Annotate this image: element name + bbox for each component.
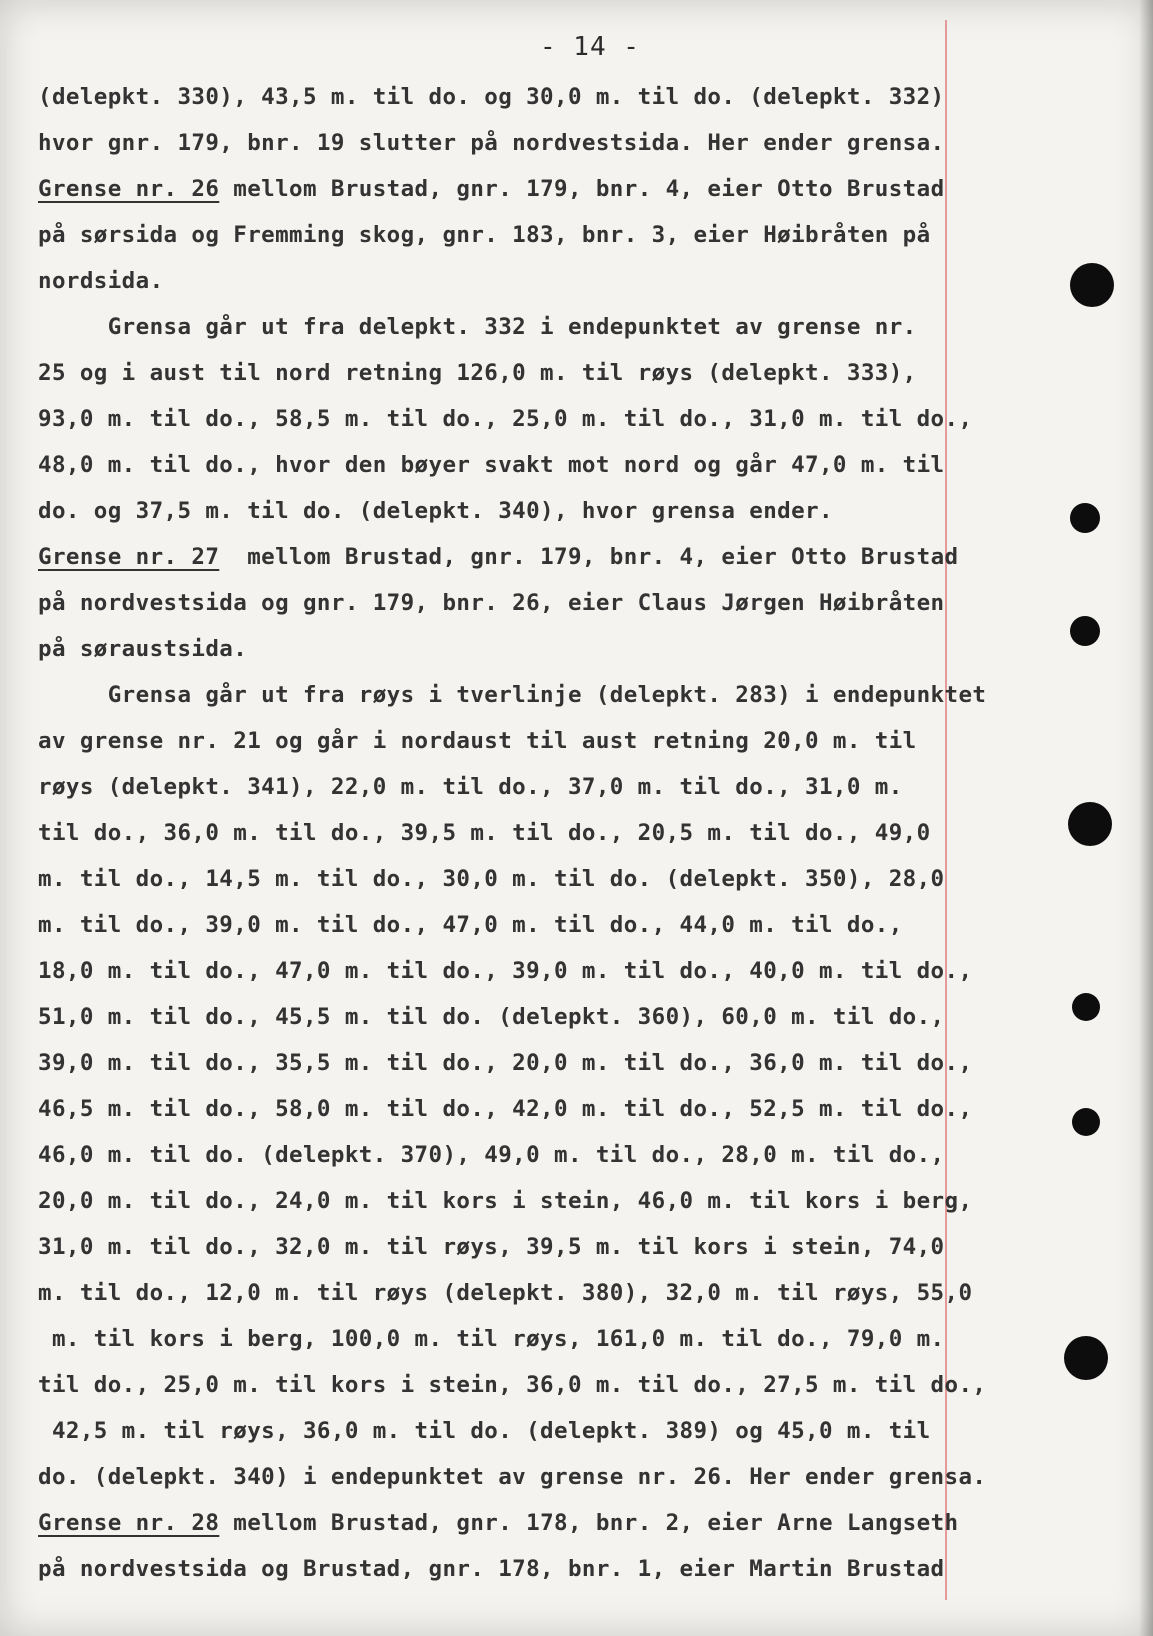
text-segment: 42,5 m. til røys, 36,0 m. til do. (delepkt. 389) og 45,0 m. til xyxy=(38,1418,931,1444)
text-segment: nordsida. xyxy=(38,268,164,294)
text-line xyxy=(38,1086,973,1132)
punch-hole-6 xyxy=(1072,1108,1100,1136)
section-heading: Grense nr. 28 xyxy=(38,1510,220,1536)
text-segment: 31,0 m. til do., 32,0 m. til røys, 39,5 m. til kors i stein, 74,0 xyxy=(38,1234,945,1260)
text-line xyxy=(38,442,958,488)
section-heading: Grense nr. 27 xyxy=(38,544,220,570)
text-line xyxy=(38,212,958,258)
text-segment: mellom Brustad, gnr. 178, bnr. 2, eier Arne Langseth xyxy=(219,1510,959,1536)
text-segment: m. til do., 39,0 m. til do., 47,0 m. til do., 44,0 m. til do., xyxy=(38,912,903,938)
text-line xyxy=(38,488,958,534)
text-line xyxy=(38,1224,958,1270)
text-line xyxy=(38,1040,973,1086)
text-segment: 18,0 m. til do., 47,0 m. til do., 39,0 m. til do., 40,0 m. til do., xyxy=(38,958,973,984)
punch-hole-4 xyxy=(1068,802,1112,846)
text-segment: do. (delepkt. 340) i endepunktet av grense nr. 26. Her ender grensa. xyxy=(38,1464,987,1490)
text-segment: 48,0 m. til do., hvor den bøyer svakt mot nord og går 47,0 m. til xyxy=(38,452,945,478)
text-segment: Grensa går ut fra delepkt. 332 i endepunktet av grense nr. xyxy=(38,314,917,340)
text-line xyxy=(38,166,958,212)
text-segment: 93,0 m. til do., 58,5 m. til do., 25,0 m. til do., 31,0 m. til do., xyxy=(38,406,973,432)
text-line xyxy=(38,1546,958,1592)
text-line xyxy=(38,1500,958,1546)
document-body-text xyxy=(38,74,987,1592)
text-segment: hvor gnr. 179, bnr. 19 slutter på nordvestsida. Her ender grensa. xyxy=(38,130,945,156)
text-line xyxy=(38,350,958,396)
punch-hole-1 xyxy=(1070,263,1114,307)
text-line xyxy=(38,948,973,994)
punch-hole-3 xyxy=(1070,616,1100,646)
text-line xyxy=(38,1178,973,1224)
text-segment: m. til do., 14,5 m. til do., 30,0 m. til do. (delepkt. 350), 28,0 xyxy=(38,866,945,892)
text-segment: på nordvestsida og gnr. 179, bnr. 26, eier Claus Jørgen Høibråten xyxy=(38,590,945,616)
text-line xyxy=(38,994,958,1040)
text-line xyxy=(38,856,958,902)
text-line xyxy=(38,1132,958,1178)
text-line xyxy=(38,74,958,120)
text-segment: m. til do., 12,0 m. til røys (delepkt. 380), 32,0 m. til røys, 55,0 xyxy=(38,1280,973,1306)
text-line xyxy=(38,1316,958,1362)
text-segment: 46,0 m. til do. (delepkt. 370), 49,0 m. til do., 28,0 m. til do., xyxy=(38,1142,945,1168)
text-line xyxy=(38,626,958,672)
text-line xyxy=(38,1408,958,1454)
text-segment: til do., 25,0 m. til kors i stein, 36,0 m. til do., 27,5 m. til do., xyxy=(38,1372,987,1398)
text-line xyxy=(38,304,958,350)
punch-hole-7 xyxy=(1064,1336,1108,1380)
punch-hole-2 xyxy=(1070,503,1100,533)
text-line xyxy=(38,764,958,810)
text-segment: på søraustsida. xyxy=(38,636,248,662)
text-segment: til do., 36,0 m. til do., 39,5 m. til do., 20,5 m. til do., 49,0 xyxy=(38,820,931,846)
text-line xyxy=(38,1362,987,1408)
text-segment: på nordvestsida og Brustad, gnr. 178, bnr. 1, eier Martin Brustad xyxy=(38,1556,945,1582)
page-number: - 14 - xyxy=(540,32,640,62)
text-line xyxy=(38,580,958,626)
text-line xyxy=(38,396,973,442)
text-line xyxy=(38,120,958,166)
text-segment: 46,5 m. til do., 58,0 m. til do., 42,0 m. til do., 52,5 m. til do., xyxy=(38,1096,973,1122)
punch-hole-5 xyxy=(1072,993,1100,1021)
text-line xyxy=(38,1454,987,1500)
text-line xyxy=(38,718,958,764)
text-segment: do. og 37,5 m. til do. (delepkt. 340), hvor grensa ender. xyxy=(38,498,833,524)
text-segment: mellom Brustad, gnr. 179, bnr. 4, eier Otto Brustad xyxy=(219,544,959,570)
text-segment: 20,0 m. til do., 24,0 m. til kors i stein, 46,0 m. til kors i berg, xyxy=(38,1188,973,1214)
text-segment: m. til kors i berg, 100,0 m. til røys, 161,0 m. til do., 79,0 m. xyxy=(38,1326,945,1352)
text-line xyxy=(38,534,958,580)
text-segment: 25 og i aust til nord retning 126,0 m. til røys (delepkt. 333), xyxy=(38,360,917,386)
text-line xyxy=(38,810,958,856)
text-segment: Grensa går ut fra røys i tverlinje (delepkt. 283) i endepunktet xyxy=(38,682,987,708)
text-segment: 39,0 m. til do., 35,5 m. til do., 20,0 m. til do., 36,0 m. til do., xyxy=(38,1050,973,1076)
section-heading: Grense nr. 26 xyxy=(38,176,220,202)
text-line xyxy=(38,902,958,948)
text-line xyxy=(38,258,958,304)
text-segment: (delepkt. 330), 43,5 m. til do. og 30,0 m. til do. (delepkt. 332) xyxy=(38,84,945,110)
text-segment: på sørsida og Fremming skog, gnr. 183, bnr. 3, eier Høibråten på xyxy=(38,222,931,248)
text-segment: røys (delepkt. 341), 22,0 m. til do., 37,0 m. til do., 31,0 m. xyxy=(38,774,903,800)
text-segment: av grense nr. 21 og går i nordaust til aust retning 20,0 m. til xyxy=(38,728,917,754)
text-segment: mellom Brustad, gnr. 179, bnr. 4, eier Otto Brustad xyxy=(219,176,945,202)
text-segment: 51,0 m. til do., 45,5 m. til do. (delepkt. 360), 60,0 m. til do., xyxy=(38,1004,945,1030)
text-line xyxy=(38,672,987,718)
text-line xyxy=(38,1270,973,1316)
